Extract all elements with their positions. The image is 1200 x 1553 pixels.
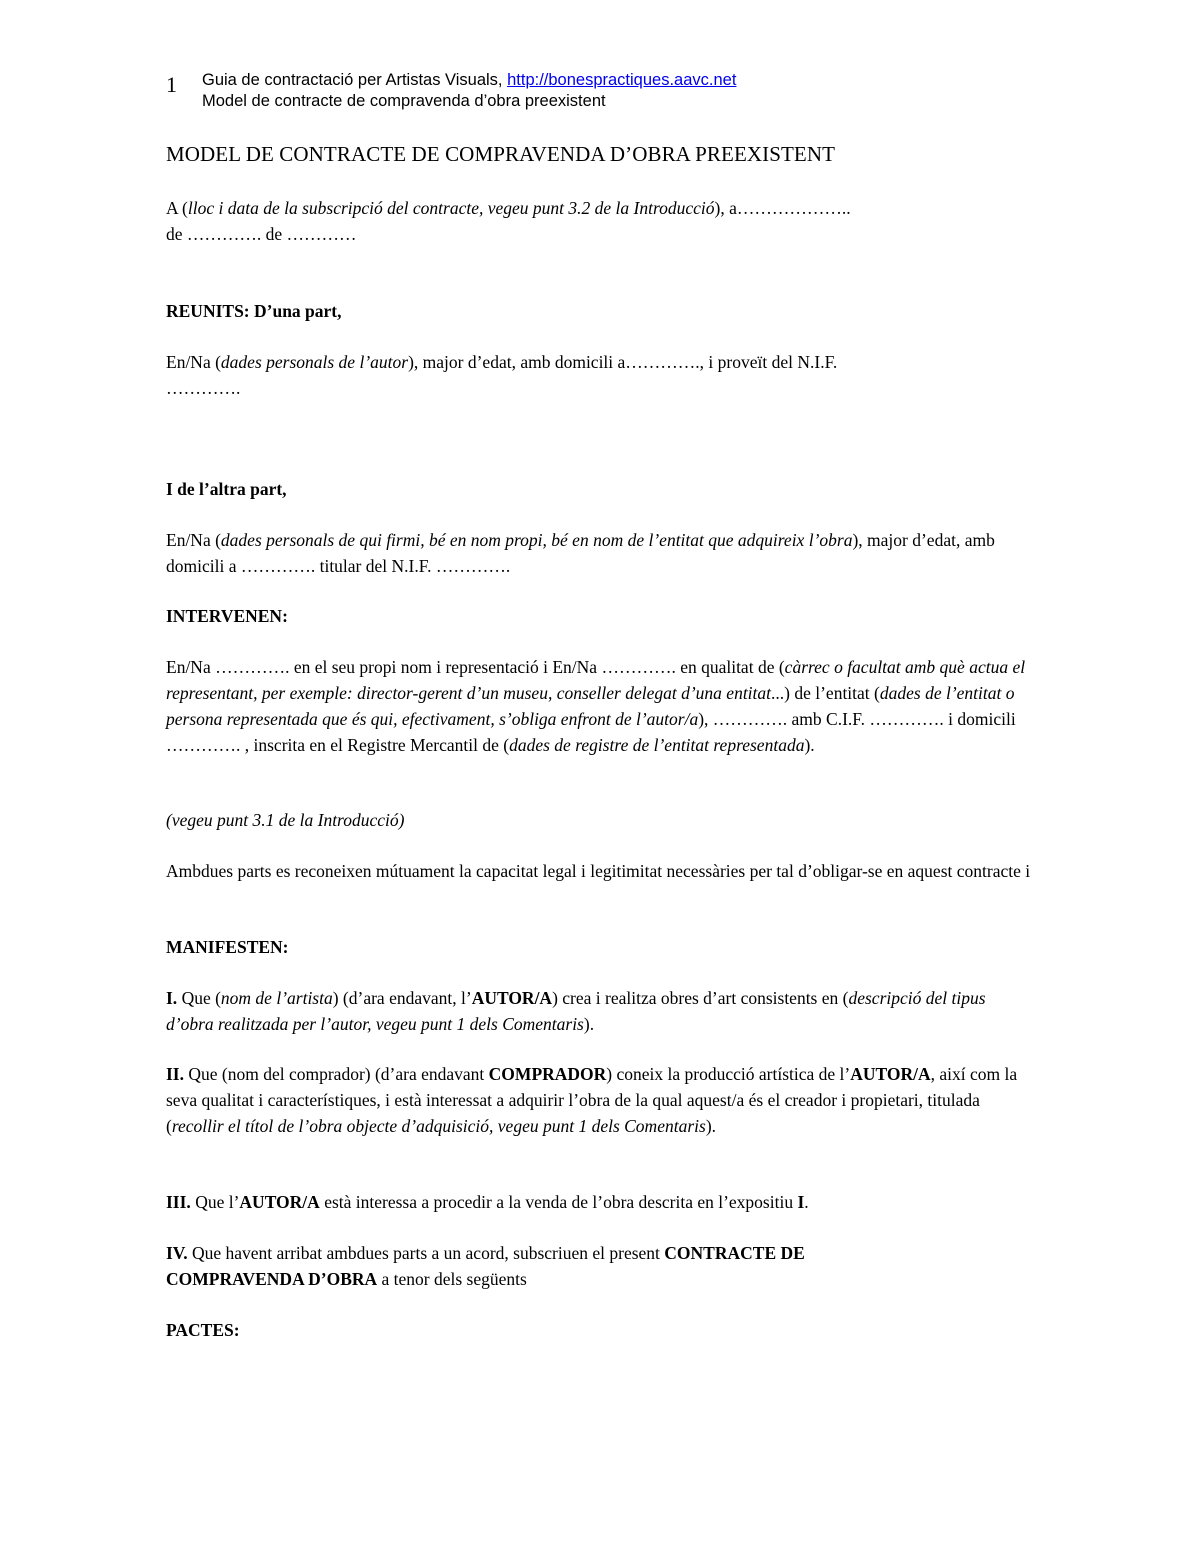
header-link[interactable]: http://bonespractiques.aavc.net — [507, 71, 737, 89]
document-title: MODEL DE CONTRACTE DE COMPRAVENDA D’OBRA PREEXISTENT — [166, 142, 836, 166]
place-date-paragraph: A (lloc i data de la subscripció del contracte, vegeu punt 3.2 de la Introducció), a……………….. de …………. de ………… — [166, 198, 851, 244]
page-number: 1 — [166, 72, 177, 97]
reunits-heading: REUNITS: D’una part, — [166, 301, 342, 321]
header-line-2: Model de contracte de compravenda d’obra preexistent — [202, 92, 606, 110]
manifest-item-1: I. Que (nom de l’artista) (d’ara endavant, l’AUTOR/A) crea i realitza obres d’art consistents en (descripció del tipus d’obra realitzada per l’autor, vegeu punt 1 dels Comentaris). — [166, 988, 986, 1034]
page-header — [202, 70, 736, 112]
pactes-heading: PACTES: — [166, 1320, 240, 1340]
manifesten-heading: MANIFESTEN: — [166, 937, 289, 957]
manifest-item-3: III. Que l’AUTOR/A està interessa a procedir a la venda de l’obra descrita en l’expositiu I. — [166, 1192, 809, 1212]
altra-part-heading: I de l’altra part, — [166, 479, 287, 499]
manifest-item-4: IV. Que havent arribat ambdues parts a un acord, subscriuen el present CONTRACTE DE COMPRAVENDA D’OBRA a tenor dels següents — [166, 1243, 805, 1289]
header-line-1: Guia de contractació per Artistas Visuals, http://bonespractiques.aavc.net — [202, 71, 737, 89]
party-one-paragraph: En/Na (dades personals de l’autor), major d’edat, amb domicili a…………., i proveït del N.I.F. …………. — [166, 352, 838, 398]
manifest-item-2: II. Que (nom del comprador) (d’ara endavant COMPRADOR) coneix la producció artística de l’AUTOR/A, així com la seva qualitat i característiques, i està interessat a adquirir l’obra de la qual aquest/a és el creador i propietari, titulada (recollir el títol de l’obra objecte d’adquisició, vegeu punt 1 dels Comentaris). — [166, 1064, 1018, 1136]
intervenen-heading: INTERVENEN: — [166, 606, 288, 626]
vegeu-note: (vegeu punt 3.1 de la Introducció) — [166, 810, 405, 830]
ambdues-paragraph: Ambdues parts es reconeixen mútuament la capacitat legal i legitimitat necessàries per tal d’obligar-se en aquest contracte i — [166, 861, 1031, 881]
party-two-paragraph: En/Na (dades personals de qui firmi, bé en nom propi, bé en nom de l’entitat que adquireix l’obra), major d’edat, amb domicili a …………. titular del N.I.F. …………. — [166, 530, 995, 576]
intervenen-paragraph: En/Na …………. en el seu propi nom i representació i En/Na …………. en qualitat de (càrrec o facultat amb què actua el representant, per exemple: director-gerent d’un museu, conseller delegat d’una entitat...) de l’entitat (dades de l’entitat o persona representada que és qui, efectivament, s’obliga enfront de l’autor/a), …………. amb C.I.F. …………. i domicili …………. , inscrita en el Registre Mercantil de (dades de registre de l’entitat representada). — [166, 657, 1026, 755]
